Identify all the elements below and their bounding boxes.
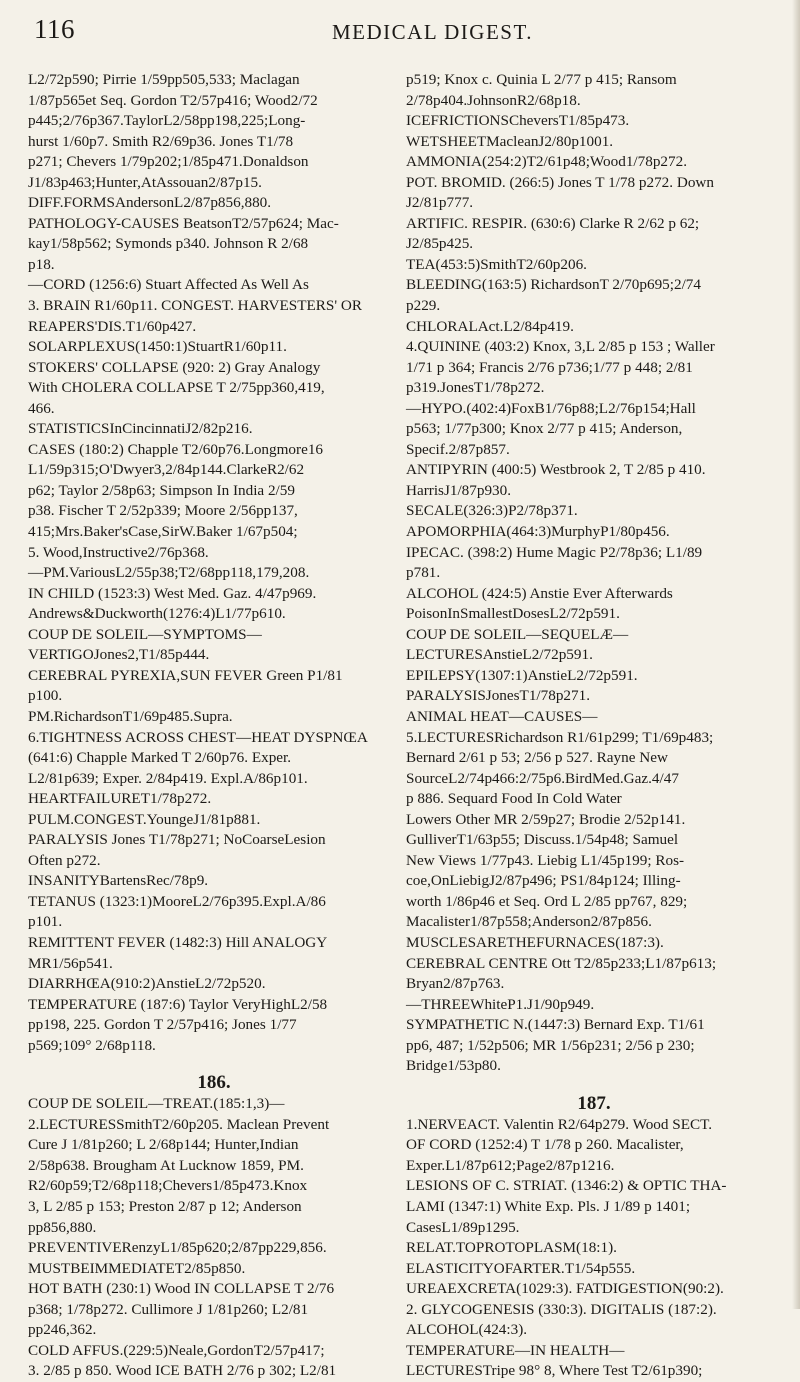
- index-line: UREAEXCRETA(1029:3). FATDIGESTION(90:2).: [406, 1280, 724, 1298]
- index-line: Exper.L1/87p612;Page2/87p1216.: [406, 1156, 615, 1174]
- index-line: TEA(453:5)SmithT2/60p206.: [406, 255, 587, 273]
- index-line: WETSHEETMacleanJ2/80p1001.: [406, 132, 614, 150]
- index-line: HarrisJ1/87p930.: [406, 481, 512, 499]
- section-heading-187: 187.: [577, 1092, 611, 1114]
- index-line: PREVENTIVERenzyL1/85p620;2/87pp229,856.: [28, 1239, 327, 1257]
- index-line: 2. GLYCOGENESIS (330:3). DIGITALIS (187:2).: [406, 1300, 717, 1318]
- index-line: VERTIGOJones2,T1/85p444.: [28, 646, 210, 664]
- index-line: p319.JonesT1/78p272.: [406, 379, 545, 397]
- index-line: CHLORALAct.L2/84p419.: [406, 317, 574, 335]
- index-line: COLD AFFUS.(229:5)Neale,GordonT2/57p417;: [28, 1341, 325, 1359]
- index-line: ALCOHOL(424:3).: [406, 1321, 528, 1339]
- index-line: PM.RichardsonT1/69p485.Supra.: [28, 707, 233, 725]
- index-line: ANIMAL HEAT—CAUSES—: [406, 707, 598, 725]
- index-line: New Views 1/77p43. Liebig L1/45p199; Ros-: [406, 851, 685, 869]
- index-line: MUSCLESARETHEFURNACES(187:3).: [406, 933, 664, 951]
- index-line: p101.: [28, 913, 63, 931]
- index-line: L2/81p639; Exper. 2/84p419. Expl.A/86p101.: [28, 769, 308, 787]
- index-line: Bridge1/53p80.: [406, 1057, 501, 1075]
- index-line: Lowers Other MR 2/59p27; Brodie 2/52p141.: [406, 810, 686, 828]
- index-line: 2/58p638. Brougham At Lucknow 1859, PM.: [28, 1156, 304, 1174]
- index-line: p 886. Sequard Food In Cold Water: [406, 790, 622, 808]
- index-line: LECTURESTripe 98° 8, Where Test T2/61p390;: [406, 1362, 703, 1380]
- index-line: REMITTENT FEVER (1482:3) Hill ANALOGY: [28, 933, 328, 951]
- index-line: PULM.CONGEST.YoungeJ1/81p881.: [28, 810, 261, 828]
- index-line: Often p272.: [28, 851, 101, 869]
- index-line: 6.TIGHTNESS ACROSS CHEST—HEAT DYSPNŒA: [28, 728, 368, 746]
- index-line: —HYPO.(402:4)FoxB1/76p88;L2/76p154;Hall: [406, 399, 696, 417]
- index-line: kay1/58p562; Symonds p340. Johnson R 2/68: [28, 235, 309, 253]
- page-edge-shadow: [792, 0, 800, 1309]
- right-entries-187: [406, 1115, 782, 1382]
- index-line: HEARTFAILURET1/78p272.: [28, 790, 212, 808]
- index-line: BLEEDING(163:5) RichardsonT 2/70p695;2/74: [406, 276, 701, 294]
- index-line: PARALYSIS Jones T1/78p271; NoCoarseLesion: [28, 831, 326, 849]
- index-line: LESIONS OF C. STRIAT. (1346:2) & OPTIC THA-: [406, 1177, 727, 1195]
- index-line: L1/59p315;O'Dwyer3,2/84p144.ClarkeR2/62: [28, 461, 305, 479]
- index-line: CASES (180:2) Chapple T2/60p76.Longmore16: [28, 440, 324, 458]
- index-line: REAPERS'DIS.T1/60p427.: [28, 317, 197, 335]
- running-head: MEDICAL DIGEST.: [332, 20, 533, 44]
- index-line: SYMPATHETIC N.(1447:3) Bernard Exp. T1/61: [406, 1016, 705, 1034]
- left-entries-186: [28, 1094, 400, 1382]
- index-line: 3, L 2/85 p 153; Preston 2/87 p 12; Anderson: [28, 1197, 302, 1215]
- index-line: PATHOLOGY-CAUSES BeatsonT2/57p624; Mac-: [28, 214, 339, 232]
- index-line: 1/71 p 364; Francis 2/76 p736;1/77 p 448; 2/81: [406, 358, 693, 376]
- page-number: 116: [34, 14, 75, 44]
- index-line: IPECAC. (398:2) Hume Magic P2/78p36; L1/89: [406, 543, 703, 561]
- index-line: pp856,880.: [28, 1218, 97, 1236]
- index-line: R2/60p59;T2/68p118;Chevers1/85p473.Knox: [28, 1177, 308, 1195]
- index-line: CEREBRAL CENTRE Ott T2/85p233;L1/87p613;: [406, 954, 717, 972]
- index-line: p445;2/76p367.TaylorL2/58pp198,225;Long-: [28, 112, 306, 130]
- left-column: [28, 70, 400, 1382]
- index-line: p519; Knox c. Quinia L 2/77 p 415; Ransom: [406, 71, 677, 88]
- index-line: PARALYSISJonesT1/78p271.: [406, 687, 590, 705]
- index-line: p781.: [406, 564, 441, 582]
- index-line: pp198, 225. Gordon T 2/57p416; Jones 1/77: [28, 1016, 297, 1034]
- index-line: With CHOLERA COLLAPSE T 2/75pp360,419,: [28, 379, 325, 397]
- index-line: p569;109° 2/68p118.: [28, 1036, 156, 1054]
- index-line: MUSTBEIMMEDIATET2/85p850.: [28, 1259, 246, 1277]
- index-line: IN CHILD (1523:3) West Med. Gaz. 4/47p969.: [28, 584, 317, 602]
- index-line: STATISTICSInCincinnatiJ2/82p216.: [28, 420, 253, 438]
- index-line: 3. 2/85 p 850. Wood ICE BATH 2/76 p 302; L2/81: [28, 1362, 337, 1380]
- index-line: PoisonInSmallestDosesL2/72p591.: [406, 605, 620, 623]
- index-line: ICEFRICTIONSCheversT1/85p473.: [406, 112, 630, 130]
- index-line: p271; Chevers 1/79p202;1/85p471.Donaldson: [28, 153, 309, 171]
- index-line: GulliverT1/63p55; Discuss.1/54p48; Samuel: [406, 831, 679, 849]
- index-line: p368; 1/78p272. Cullimore J 1/81p260; L2/81: [28, 1300, 309, 1318]
- index-line: TEMPERATURE—IN HEALTH—: [406, 1341, 625, 1359]
- index-line: p229.: [406, 297, 441, 315]
- index-line: DIARRHŒA(910:2)AnstieL2/72p520.: [28, 975, 266, 993]
- index-line: OF CORD (1252:4) T 1/78 p 260. Macalister,: [406, 1136, 684, 1154]
- index-line: HOT BATH (230:1) Wood IN COLLAPSE T 2/76: [28, 1280, 335, 1298]
- index-line: RELAT.TOPROTOPLASM(18:1).: [406, 1239, 617, 1257]
- index-line: STOKERS' COLLAPSE (920: 2) Gray Analogy: [28, 358, 321, 376]
- index-line: (641:6) Chapple Marked T 2/60p76. Exper.: [28, 749, 292, 767]
- index-line: ANTIPYRIN (400:5) Westbrook 2, T 2/85 p 410.: [406, 461, 706, 479]
- index-line: coe,OnLiebigJ2/87p496; PS1/84p124; Illing-: [406, 872, 681, 890]
- index-line: 3. BRAIN R1/60p11. CONGEST. HARVESTERS' OR: [28, 297, 362, 315]
- index-line: p18.: [28, 255, 55, 273]
- index-line: 5. Wood,Instructive2/76p368.: [28, 543, 209, 561]
- index-line: INSANITYBartensRec/78p9.: [28, 872, 209, 890]
- index-line: 1/87p565et Seq. Gordon T2/57p416; Wood2/72: [28, 91, 318, 109]
- index-line: 466.: [28, 399, 55, 417]
- index-line: Macalister1/87p558;Anderson2/87p856.: [406, 913, 652, 931]
- index-line: CasesL1/89p1295.: [406, 1218, 520, 1236]
- index-line: LAMI (1347:1) White Exp. Pls. J 1/89 p 1401;: [406, 1197, 691, 1215]
- index-line: POT. BROMID. (266:5) Jones T 1/78 p272. Down: [406, 173, 714, 191]
- index-line: DIFF.FORMSAndersonL2/87p856,880.: [28, 194, 272, 212]
- index-line: ALCOHOL (424:5) Anstie Ever Afterwards: [406, 584, 673, 602]
- index-line: ELASTICITYOFARTER.T1/54p555.: [406, 1259, 636, 1277]
- index-line: p62; Taylor 2/58p63; Simpson In India 2/59: [28, 481, 295, 499]
- index-line: worth 1/86p46 et Seq. Ord L 2/85 pp767, 829;: [406, 892, 688, 910]
- index-line: Bryan2/87p763.: [406, 975, 505, 993]
- index-line: 2.LECTURESSmithT2/60p205. Maclean Prevent: [28, 1115, 330, 1133]
- index-line: —CORD (1256:6) Stuart Affected As Well As: [28, 276, 309, 294]
- index-line: Specif.2/87p857.: [406, 440, 510, 458]
- right-column: [406, 70, 782, 1382]
- index-line: 1.NERVEACT. Valentin R2/64p279. Wood SECT.: [406, 1115, 713, 1133]
- index-line: J1/83p463;Hunter,AtAssouan2/87p15.: [28, 173, 262, 191]
- index-line: CEREBRAL PYREXIA,SUN FEVER Green P1/81: [28, 666, 343, 684]
- index-line: —THREEWhiteP1.J1/90p949.: [406, 995, 595, 1013]
- index-line: p563; 1/77p300; Knox 2/77 p 415; Anderson,: [406, 420, 683, 438]
- index-line: Andrews&Duckworth(1276:4)L1/77p610.: [28, 605, 286, 623]
- index-line: 415;Mrs.Baker'sCase,SirW.Baker 1/67p504;: [28, 523, 298, 541]
- index-line: p38. Fischer T 2/52p339; Moore 2/56pp137,: [28, 502, 298, 520]
- index-line: MR1/56p541.: [28, 954, 113, 972]
- index-line: SOLARPLEXUS(1450:1)StuartR1/60p11.: [28, 338, 287, 356]
- index-line: APOMORPHIA(464:3)MurphyP1/80p456.: [406, 523, 670, 541]
- index-line: COUP DE SOLEIL—SEQUELÆ—: [406, 625, 629, 643]
- index-line: pp246,362.: [28, 1321, 97, 1339]
- index-line: 5.LECTURESRichardson R1/61p299; T1/69p483;: [406, 728, 714, 746]
- index-line: TETANUS (1323:1)MooreL2/76p395.Expl.A/86: [28, 892, 326, 910]
- index-line: SECALE(326:3)P2/78p371.: [406, 502, 578, 520]
- index-line: pp6, 487; 1/52p506; MR 1/56p231; 2/56 p 230;: [406, 1036, 695, 1054]
- index-line: Cure J 1/81p260; L 2/68p144; Hunter,Indian: [28, 1136, 299, 1154]
- index-line: —PM.VariousL2/55p38;T2/68pp118,179,208.: [28, 564, 310, 582]
- index-line: COUP DE SOLEIL—TREAT.(185:1,3)—: [28, 1095, 285, 1113]
- index-line: 2/78p404.JohnsonR2/68p18.: [406, 91, 581, 109]
- index-line: ARTIFIC. RESPIR. (630:6) Clarke R 2/62 p 62;: [406, 214, 700, 232]
- left-entries: [28, 70, 400, 1056]
- index-line: SourceL2/74p466:2/75p6.BirdMed.Gaz.4/47: [406, 769, 679, 787]
- index-line: J2/81p777.: [406, 194, 474, 212]
- index-line: COUP DE SOLEIL—SYMPTOMS—: [28, 625, 262, 643]
- index-line: 4.QUININE (403:2) Knox, 3,L 2/85 p 153 ; Waller: [406, 338, 715, 356]
- index-line: EPILEPSY(1307:1)AnstieL2/72p591.: [406, 666, 638, 684]
- index-line: Bernard 2/61 p 53; 2/56 p 527. Rayne New: [406, 749, 668, 767]
- section-heading-186: 186.: [197, 1072, 231, 1094]
- index-line: hurst 1/60p7. Smith R2/69p36. Jones T1/78: [28, 132, 294, 150]
- index-line: J2/85p425.: [406, 235, 474, 253]
- index-line: p100.: [28, 687, 63, 705]
- right-entries: [406, 70, 782, 1077]
- index-line: AMMONIA(254:2)T2/61p48;Wood1/78p272.: [406, 153, 687, 171]
- index-line: L2/72p590; Pirrie 1/59pp505,533; Maclagan: [28, 71, 300, 88]
- index-line: TEMPERATURE (187:6) Taylor VeryHighL2/58: [28, 995, 328, 1013]
- index-line: LECTURESAnstieL2/72p591.: [406, 646, 593, 664]
